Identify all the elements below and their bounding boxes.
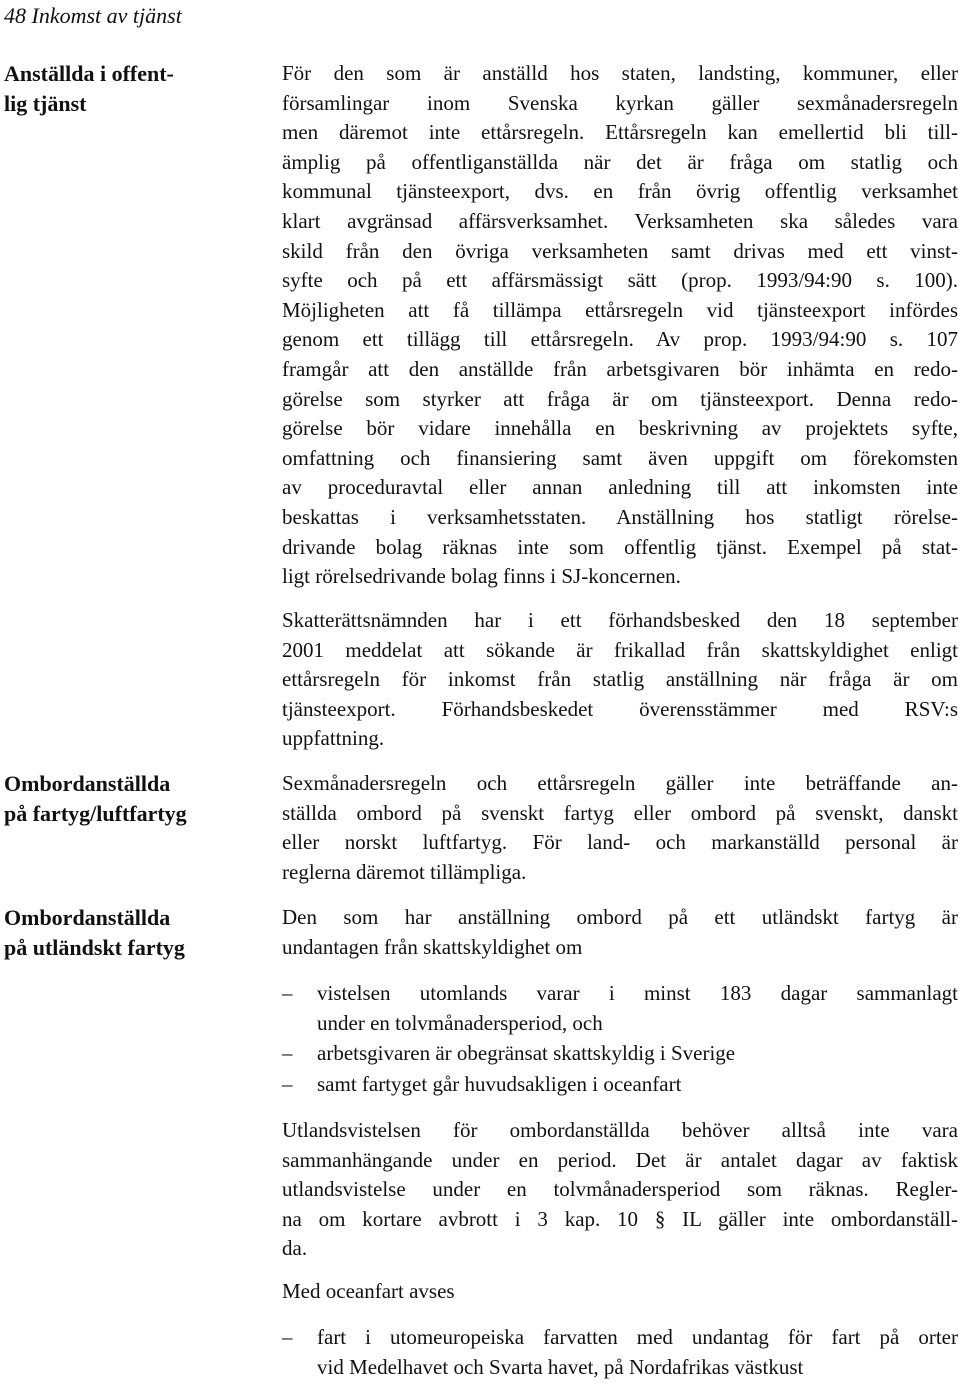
sidebar-heading-line: Ombordanställda xyxy=(4,771,171,796)
paragraph-tax-board-ruling xyxy=(282,606,958,754)
text-line: kommunal tjänsteexport, dvs. en från övrig offentlig verksamhet xyxy=(282,179,958,204)
list-item xyxy=(282,1323,958,1382)
text-line: omfattning och finansiering samt även uppgift om förekomsten xyxy=(282,445,958,470)
text-line: na om kortare avbrott i 3 kap. 10 § IL gäller inte ombordanställ- xyxy=(282,1206,958,1231)
text-line: Skatterättsnämnden har i ett förhandsbesked den 18 september xyxy=(282,608,958,632)
text-line: men däremot inte ettårsregeln. Ettårsregeln kan emellertid bli till- xyxy=(282,120,958,145)
text-line: uppfattning. xyxy=(282,726,385,751)
text-line: Möjligheten att få tillämpa ettårsregeln vid tjänsteexport infördes xyxy=(282,297,958,322)
text-line: klart avgränsad affärsverksamhet. Verksamheten ska således vara xyxy=(282,208,958,233)
text-line: görelse bör vidare innehålla en beskrivning av projektets syfte, xyxy=(282,416,958,441)
sidebar-heading-onboard-ship-aircraft xyxy=(4,769,254,829)
text-line: ämplig på offentliganställda när det är fråga om statlig och xyxy=(282,149,958,174)
list-item-text: vistelsen utomlands varar i minst 183 dagar sammanlagt xyxy=(317,981,958,1005)
text-line: För den som är anställd hos staten, landsting, kommuner, eller xyxy=(282,61,958,85)
paragraph-foreign-ship-exemption xyxy=(282,903,958,962)
text-line: Med oceanfart avses xyxy=(282,1279,455,1303)
text-line: tjänsteexport. Förhandsbeskedet överensstämmer med RSV:s xyxy=(282,696,958,721)
paragraph-public-employment xyxy=(282,59,958,592)
text-line: ligt rörelsedrivande bolag finns i SJ-koncernen. xyxy=(282,564,681,589)
text-line: genom ett tillägg till ettårsregeln. Av prop. 1993/94:90 s. 107 xyxy=(282,327,958,352)
paragraph-ocean-traffic xyxy=(282,1277,958,1307)
paragraph-stay-abroad xyxy=(282,1116,958,1264)
sidebar-heading-line: Anställda i offent- xyxy=(4,61,174,86)
dash-bullet-icon: – xyxy=(282,1072,293,1096)
list-item xyxy=(282,1070,958,1100)
list-item-text: under en tolvmånadersperiod, och xyxy=(317,1010,603,1035)
dash-bullet-icon: – xyxy=(282,981,293,1005)
text-line: undantagen från skattskyldighet om xyxy=(282,934,583,959)
sidebar-heading-line: på utländskt fartyg xyxy=(4,935,185,960)
sidebar-heading-line: på fartyg/luftfartyg xyxy=(4,801,187,826)
text-line: sammanhängande under en period. Det är antalet dagar av faktisk xyxy=(282,1147,958,1172)
list-item-text: samt fartyget går huvudsakligen i oceanfart xyxy=(317,1072,682,1096)
text-line: ställda ombord på svenskt fartyg eller ombord på svenskt, danskt xyxy=(282,800,958,825)
list-item xyxy=(282,979,958,1038)
dash-bullet-icon: – xyxy=(282,1041,293,1065)
list-item-text: fart i utomeuropeiska farvatten med undantag för fart på orter xyxy=(317,1325,958,1349)
list-item-text: vid Medelhavet och Svarta havet, på Nordafrikas västkust xyxy=(317,1354,804,1379)
sidebar-heading-onboard-foreign-ship xyxy=(4,903,254,963)
sidebar-heading-line: lig tjänst xyxy=(4,91,87,116)
text-line: drivande bolag räknas inte som offentlig tjänst. Exempel på stat- xyxy=(282,534,958,559)
text-line: församlingar inom Svenska kyrkan gäller sexmånadersregeln xyxy=(282,90,958,115)
text-line: beskattas i verksamhetsstaten. Anställning hos statligt rörelse- xyxy=(282,504,958,529)
page-header: 48 Inkomst av tjänst xyxy=(4,3,182,28)
text-line: skild från den övriga verksamheten samt drivas med ett vinst- xyxy=(282,238,958,263)
text-line: eller norskt luftfartyg. För land- och markanställd personal är xyxy=(282,830,958,855)
dash-bullet-icon: – xyxy=(282,1325,293,1349)
sidebar-heading-line: Ombordanställda xyxy=(4,905,171,930)
text-line: da. xyxy=(282,1236,308,1261)
sidebar-heading-public-employment xyxy=(4,59,254,119)
text-line: 2001 meddelat att sökande är frikallad från skattskyldighet enligt xyxy=(282,637,958,662)
list-item-text: arbetsgivaren är obegränsat skattskyldig i Sverige xyxy=(317,1041,736,1065)
text-line: görelse som styrker att fråga är om tjänsteexport. Denna redo- xyxy=(282,386,958,411)
text-line: utlandsvistelse under en tolvmånadersperiod som räknas. Regler- xyxy=(282,1177,958,1202)
text-line: Utlandsvistelsen för ombordanställda behöver alltså inte vara xyxy=(282,1118,958,1142)
text-line: av proceduravtal eller annan anledning till att inkomsten inte xyxy=(282,475,958,500)
text-line: reglerna däremot tillämpliga. xyxy=(282,859,527,884)
text-line: Sexmånadersregeln och ettårsregeln gäller inte beträffande an- xyxy=(282,771,958,795)
text-line: ettårsregeln för inkomst från statlig anställning när fråga är om xyxy=(282,667,958,692)
text-line: framgår att den anställde från arbetsgivaren bör inhämta en redo- xyxy=(282,356,958,381)
list-item xyxy=(282,1039,958,1069)
text-line: Den som har anställning ombord på ett utländskt fartyg är xyxy=(282,905,958,929)
paragraph-onboard-rules xyxy=(282,769,958,887)
text-line: syfte och på ett affärsmässigt sätt (prop. 1993/94:90 s. 100). xyxy=(282,268,958,293)
